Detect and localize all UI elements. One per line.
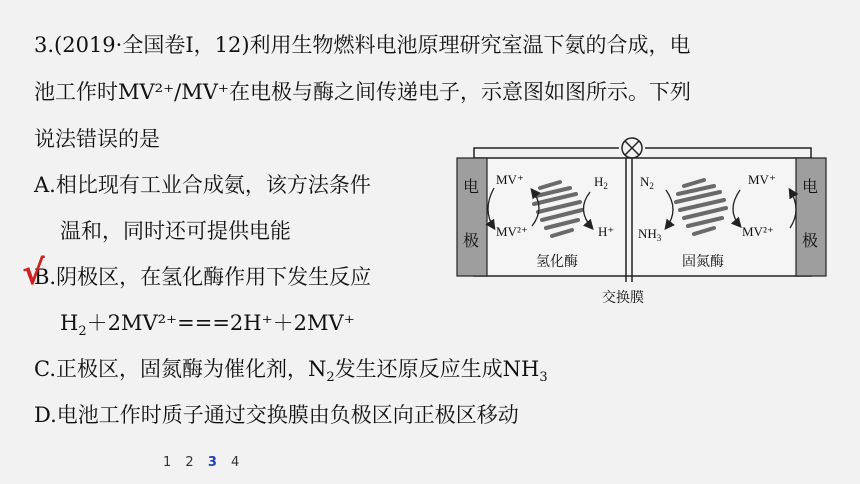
membrane-label: 交换膜 (602, 291, 644, 306)
option-b-h-sub: 2 (78, 324, 87, 340)
page-navigation (163, 455, 249, 470)
left-mv-2plus: MV²⁺ (496, 224, 528, 239)
fuel-cell-diagram (452, 130, 832, 310)
left-electrode-label-2: 极 (463, 233, 480, 250)
answer-check-mark: √ (22, 253, 45, 293)
page-link-4[interactable]: 4 (231, 455, 240, 470)
right-electrode-label-1: 电 (802, 179, 819, 196)
right-mv-2plus: MV²⁺ (742, 224, 774, 239)
left-mv-plus: MV⁺ (496, 172, 524, 187)
option-c-sub: 2 (326, 370, 335, 386)
question-line-3: 说法错误的是 (34, 127, 160, 151)
left-electrode (457, 158, 487, 276)
hplus-label: H⁺ (598, 224, 615, 239)
option-b-rest: ＋2MV²⁺===2H⁺＋2MV⁺ (86, 311, 355, 335)
option-c (34, 354, 548, 393)
option-d: D.电池工作时质子通过交换膜由负极区向正极区移动 (34, 403, 519, 427)
load-symbol (622, 138, 642, 158)
option-c-mid: 发生还原反应生成NH (334, 357, 540, 381)
right-electrode-label-2: 极 (802, 233, 819, 250)
right-mv-plus: MV⁺ (748, 172, 776, 187)
question-line-2: 池工作时MV²⁺/MV⁺在电极与酶之间传递电子，示意图如图所示。下列 (34, 80, 691, 104)
hydrogenase-label: 氢化酶 (536, 255, 578, 270)
page-link-3[interactable]: 3 (207, 455, 217, 470)
h2-label: $H_2$ (594, 174, 608, 191)
nitrogenase-label: 固氮酶 (682, 255, 724, 270)
option-c-sub2: 3 (539, 370, 548, 386)
n2-label: $N_2$ (640, 174, 654, 191)
left-electrode-label-1: 电 (463, 179, 480, 196)
option-b-h: H (60, 311, 79, 335)
option-a-line-1: A.相比现有工业合成氨，该方法条件 (34, 173, 371, 197)
option-a-line-2: 温和，同时还可提供电能 (60, 219, 291, 243)
page-link-1[interactable]: 1 (163, 455, 172, 470)
option-b-equation (60, 308, 355, 347)
option-c-pre: C.正极区，固氮酶为催化剂，N (34, 357, 327, 381)
option-b-line-1: B.阴极区，在氢化酶作用下发生反应 (34, 265, 372, 289)
page-link-2[interactable]: 2 (185, 455, 194, 470)
question-line-1: 3.(2019·全国卷Ⅰ，12)利用生物燃料电池原理研究室温下氨的合成，电 (34, 33, 691, 57)
right-electrode (796, 158, 826, 276)
nh3-label: $NH_3$ (638, 226, 662, 243)
